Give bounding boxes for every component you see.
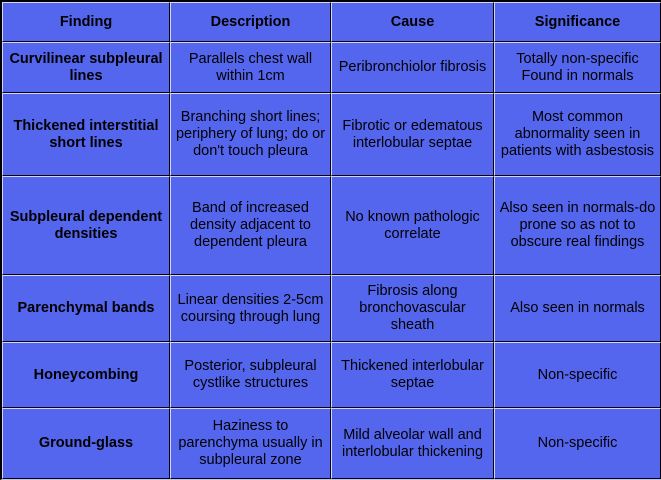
significance-text: Totally non-specific Found in normals bbox=[516, 50, 639, 84]
header-cause bbox=[331, 2, 494, 42]
significance-text: Non-specific bbox=[537, 366, 618, 383]
cause-text: Thickened interlobular septae bbox=[341, 358, 484, 391]
description-cell bbox=[170, 342, 331, 408]
description-cell bbox=[170, 42, 331, 93]
header-significance bbox=[494, 2, 661, 42]
table-row bbox=[2, 176, 661, 275]
significance-cell bbox=[494, 408, 661, 479]
description-text: Linear densities 2-5cm coursing through lung bbox=[177, 291, 324, 325]
header-finding bbox=[2, 2, 170, 42]
header-description-text: Description bbox=[210, 13, 291, 30]
description-cell bbox=[170, 408, 331, 479]
cause-text: Fibrotic or edematous interlobular septae bbox=[342, 117, 483, 151]
finding-text: Curvilinear subpleural lines bbox=[9, 50, 163, 84]
header-row bbox=[2, 2, 661, 42]
header-description bbox=[170, 2, 331, 42]
finding-text: Honeycombing bbox=[33, 366, 139, 383]
header-finding-text: Finding bbox=[59, 13, 113, 30]
significance-text: Also seen in normals bbox=[510, 300, 645, 316]
description-cell bbox=[170, 176, 331, 275]
description-text: Parallels chest wall within 1cm bbox=[188, 50, 313, 84]
cause-text: Fibrosis along bronchovascular sheath bbox=[359, 283, 466, 333]
cause-text: Mild alveolar wall and interlobular thickening bbox=[341, 426, 484, 460]
cause-text: Peribronchiolor fibrosis bbox=[338, 59, 487, 75]
significance-text: Also seen in normals-do prone so as not to obscure real findings bbox=[499, 200, 656, 250]
significance-cell bbox=[494, 176, 661, 275]
cause-cell bbox=[331, 342, 494, 408]
description-text: Haziness to parenchyma usually in subpleural zone bbox=[178, 418, 323, 468]
cause-text: No known pathologic correlate bbox=[345, 208, 480, 242]
description-text: Branching short lines; periphery of lung; do or don't touch pleura bbox=[175, 109, 326, 159]
header-cause-text: Cause bbox=[390, 13, 435, 30]
finding-text: Parenchymal bands bbox=[17, 300, 155, 316]
cause-cell bbox=[331, 42, 494, 93]
description-text: Posterior, subpleural cystlike structures bbox=[184, 358, 317, 391]
finding-cell bbox=[2, 93, 170, 176]
cause-cell bbox=[331, 93, 494, 176]
description-cell bbox=[170, 275, 331, 342]
finding-cell bbox=[2, 342, 170, 408]
finding-text: Thickened interstitial short lines bbox=[13, 117, 159, 151]
finding-text: Subpleural dependent densities bbox=[9, 208, 163, 242]
description-text: Band of increased density adjacent to dependent pleura bbox=[190, 200, 311, 250]
finding-text: Ground-glass bbox=[38, 435, 134, 451]
header-significance-text: Significance bbox=[534, 13, 621, 30]
significance-text: Most common abnormality seen in patients with asbestosis bbox=[500, 109, 655, 159]
table-row bbox=[2, 342, 661, 408]
significance-text: Non-specific bbox=[537, 435, 618, 451]
table-row bbox=[2, 408, 661, 479]
cause-cell bbox=[331, 275, 494, 342]
finding-cell bbox=[2, 42, 170, 93]
table-row bbox=[2, 93, 661, 176]
table-row bbox=[2, 275, 661, 342]
finding-cell bbox=[2, 275, 170, 342]
description-cell bbox=[170, 93, 331, 176]
significance-cell bbox=[494, 275, 661, 342]
finding-cell bbox=[2, 408, 170, 479]
table-row bbox=[2, 42, 661, 93]
cause-cell bbox=[331, 408, 494, 479]
finding-cell bbox=[2, 176, 170, 275]
significance-cell bbox=[494, 42, 661, 93]
significance-cell bbox=[494, 342, 661, 408]
significance-cell bbox=[494, 93, 661, 176]
cause-cell bbox=[331, 176, 494, 275]
